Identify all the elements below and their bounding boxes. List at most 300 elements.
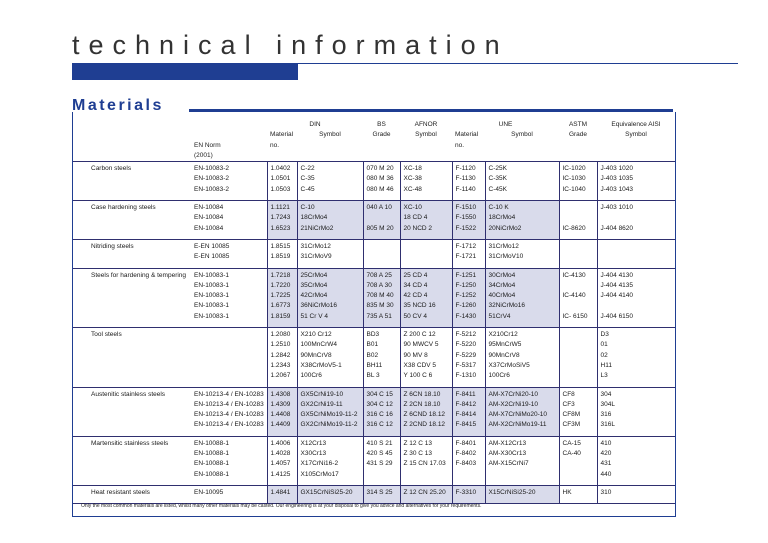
cell-line: EN-10083-1 — [194, 292, 230, 300]
cell-line: XC-48 — [403, 185, 422, 193]
astm-grade-cell — [559, 387, 597, 436]
cell-line — [563, 203, 594, 213]
cell-line: F-1250 — [455, 281, 477, 289]
cell-line: F-8414 — [455, 411, 477, 419]
une-symbol-cell — [485, 239, 559, 268]
material-group-name: Case hardening steels — [73, 201, 191, 240]
page-title: technical information — [72, 30, 509, 60]
cell-line: AM-X2CrNiMo19-11 — [488, 421, 547, 429]
cell-line: 18CrMo4 — [300, 214, 328, 222]
cell-line: C-45 — [300, 185, 315, 193]
cell-line: 50 CV 4 — [403, 312, 427, 320]
afnor-symbol-cell — [400, 162, 452, 201]
cell-line: F-5229 — [455, 351, 477, 359]
bs-grade-cell — [363, 162, 400, 201]
cell-line: GX15CrNiSi25-20 — [300, 488, 353, 496]
cell-line: X37CrMoSiV5 — [488, 361, 530, 369]
cell-line: 410 — [600, 439, 612, 447]
cell-line — [563, 470, 594, 480]
une-symbol-cell — [485, 436, 559, 485]
cell-line: EN-10083-1 — [194, 312, 230, 320]
cell-line: 02 — [600, 351, 608, 359]
cell-line — [563, 361, 594, 371]
cell-line: IC-4130 — [562, 271, 586, 279]
cell-line: C-35 — [300, 175, 315, 183]
aisi-symbol-cell — [597, 162, 675, 201]
din-symbol-cell — [297, 162, 363, 201]
cell-line: 304 C 12 — [366, 400, 393, 408]
aisi-symbol-cell — [597, 436, 675, 485]
cell-line — [367, 213, 397, 223]
cell-line: 070 M 20 — [366, 165, 394, 173]
cell-line: XC-18 — [403, 165, 422, 173]
bs-grade-cell — [363, 328, 400, 387]
cell-line: 34 CD 4 — [403, 281, 428, 289]
cell-line: 316L — [600, 421, 615, 429]
cell-line: X210 Cr12 — [300, 331, 332, 339]
afnor-symbol-cell — [400, 239, 452, 268]
cell-line: C-45K — [488, 185, 507, 193]
cell-line: EN-10083-1 — [194, 302, 230, 310]
cell-line — [489, 470, 556, 480]
afnor-symbol-cell — [400, 387, 452, 436]
cell-line: AM-X30Cr13 — [488, 450, 527, 458]
cell-line: J-403 1043 — [600, 185, 634, 193]
une-symbol-cell — [485, 201, 559, 240]
cell-line: F-1140 — [455, 185, 476, 193]
materials-table-body — [73, 162, 675, 504]
astm-grade-cell — [559, 201, 597, 240]
cell-line: IC-1020 — [562, 165, 586, 173]
din-symbol-cell — [297, 268, 363, 327]
cell-line: AM-X7CrNiMo20-10 — [488, 411, 548, 419]
cell-line: AM-X12Cr13 — [488, 439, 527, 447]
cell-line: F-8411 — [455, 390, 476, 398]
cell-line — [563, 281, 594, 291]
cell-line: 1.8515 — [270, 242, 291, 250]
cell-line: F-5220 — [455, 341, 477, 349]
cell-line: 1.4409 — [270, 421, 291, 429]
table-row — [73, 387, 675, 436]
section-title: Materials — [72, 97, 164, 114]
astm-grade-cell — [559, 162, 597, 201]
cell-line: X30Cr13 — [300, 450, 327, 458]
din-material-no-cell — [267, 201, 297, 240]
afnor-symbol-cell — [400, 268, 452, 327]
header-cell-aisi: Equivalence AISI Symbol — [611, 121, 661, 139]
cell-line: F-1510 — [455, 204, 477, 212]
cell-line: IC-1030 — [562, 175, 586, 183]
cell-line: Z 200 C 12 — [403, 331, 436, 339]
cell-line — [404, 242, 449, 252]
cell-line: 314 S 25 — [366, 488, 393, 496]
cell-line: AM-X2CrNi19-10 — [488, 400, 538, 408]
cell-line: F-1310 — [455, 372, 477, 380]
din-material-no-cell — [267, 328, 297, 387]
cell-line: 95MnCrW5 — [488, 341, 522, 349]
cell-line: C-10 — [300, 204, 315, 212]
materials-table-frame — [72, 112, 676, 517]
cell-line — [563, 371, 594, 381]
cell-line: GX2CrNi19-11 — [300, 400, 343, 408]
cell-line: EN-10213-4 / EN-10283 — [194, 390, 264, 398]
din-symbol-cell — [297, 239, 363, 268]
cell-line: F-1120 — [455, 165, 476, 173]
cell-line: AM-X7CrNi20-10 — [488, 390, 538, 398]
cell-line: F-3310 — [455, 488, 477, 496]
cell-line: F-8412 — [455, 400, 477, 408]
cell-line: EN-10213-4 / EN-10283 — [194, 400, 264, 408]
cell-line: CA-15 — [562, 439, 581, 447]
cell-line: E-EN 10085 — [194, 253, 230, 261]
cell-line: 18 CD 4 — [403, 214, 428, 222]
cell-line: Z 12 CN 25.20 — [403, 488, 446, 496]
cell-line: 20 NCD 2 — [403, 224, 433, 232]
cell-line: 316 C 16 — [366, 411, 393, 419]
header-cell-une: UNE Material no. Symbol — [455, 121, 533, 149]
cell-line: 21NiCrMo2 — [300, 224, 334, 232]
cell-line: 304L — [600, 400, 615, 408]
cell-line — [601, 301, 673, 311]
cell-line: BD3 — [366, 331, 380, 339]
cell-line: X105CrMo17 — [300, 470, 339, 478]
cell-line: Z 30 C 13 — [403, 450, 433, 458]
header-cell-en: EN Norm (2001) — [194, 141, 221, 159]
din-material-no-cell — [267, 485, 297, 503]
une-material-no-cell — [452, 387, 485, 436]
cell-line: 31CrMo12 — [488, 242, 519, 250]
din-symbol-cell — [297, 201, 363, 240]
en-norm-cell — [191, 268, 267, 327]
cell-line: Z 12 C 13 — [403, 439, 433, 447]
cell-line: 835 M 30 — [366, 302, 394, 310]
cell-line: EN-10084 — [194, 224, 224, 232]
cell-line: CF3 — [562, 400, 575, 408]
cell-line: 316 C 12 — [366, 421, 393, 429]
cell-line: 40CrMo4 — [488, 292, 516, 300]
cell-line — [404, 470, 449, 480]
cell-line: EN-10083-2 — [194, 165, 230, 173]
cell-line — [563, 351, 594, 361]
cell-line — [194, 371, 264, 381]
en-norm-cell — [191, 485, 267, 503]
cell-line: 35 NCD 16 — [403, 302, 436, 310]
table-header-row — [73, 112, 675, 162]
cell-line: 1.2067 — [270, 372, 291, 380]
afnor-symbol-cell — [400, 436, 452, 485]
cell-line: Y 100 C 6 — [403, 372, 433, 380]
cell-line: 42CrMo4 — [300, 292, 328, 300]
cell-line — [194, 330, 264, 340]
material-group-name: Nitriding steels — [73, 239, 191, 268]
une-material-no-cell — [452, 239, 485, 268]
cell-line: 51CrV4 — [488, 312, 511, 320]
cell-line: 90 MV 8 — [403, 351, 428, 359]
cell-line: 36NiCrMo16 — [300, 302, 337, 310]
cell-line: 1.4841 — [270, 488, 291, 496]
cell-line: X15CrNiSi25-20 — [488, 488, 536, 496]
cell-line: IC-1040 — [562, 185, 586, 193]
din-material-no-cell — [267, 268, 297, 327]
cell-line: IC-4140 — [562, 292, 586, 300]
cell-line: 1.7225 — [270, 292, 291, 300]
cell-line: 30CrMo4 — [488, 271, 516, 279]
cell-line: B02 — [366, 351, 379, 359]
cell-line: 100Cr6 — [488, 372, 510, 380]
cell-line: 1.4308 — [270, 390, 291, 398]
cell-line: Z 6CN 18.10 — [403, 390, 441, 398]
cell-line: GX5CrNiMo19-11-2 — [300, 411, 358, 419]
afnor-symbol-cell — [400, 328, 452, 387]
cell-line: 1.7220 — [270, 281, 291, 289]
cell-line: 310 — [600, 488, 612, 496]
cell-line: 1.2080 — [270, 331, 291, 339]
cell-line: IC- 6150 — [562, 312, 588, 320]
en-norm-cell — [191, 436, 267, 485]
cell-line: EN-10088-1 — [194, 470, 230, 478]
header-cell-bs: BS Grade — [372, 121, 391, 139]
cell-line: 431 — [600, 460, 612, 468]
cell-line: CA-40 — [562, 450, 581, 458]
cell-line: 1.1121 — [270, 204, 290, 212]
cell-line — [601, 213, 673, 223]
cell-line: 18CrMo4 — [488, 214, 516, 222]
cell-line: 1.2343 — [270, 361, 291, 369]
din-symbol-cell — [297, 436, 363, 485]
cell-line: EN-10088-1 — [194, 450, 230, 458]
cell-line: 1.7243 — [270, 214, 291, 222]
cell-line: 431 S 29 — [366, 460, 393, 468]
cell-line: Z 2CN 18.10 — [403, 400, 441, 408]
cell-line: EN-10088-1 — [194, 460, 230, 468]
aisi-symbol-cell — [597, 387, 675, 436]
cell-line: C-25K — [488, 165, 507, 173]
cell-line — [601, 242, 673, 252]
une-symbol-cell — [485, 268, 559, 327]
aisi-symbol-cell — [597, 485, 675, 503]
cell-line: XC-10 — [403, 204, 422, 212]
cell-line: X210Cr12 — [488, 331, 518, 339]
cell-line: F-1252 — [455, 292, 477, 300]
bs-grade-cell — [363, 239, 400, 268]
cell-line — [456, 470, 482, 480]
material-group-name: Steels for hardening & tempering — [73, 268, 191, 327]
cell-line: EN-10088-1 — [194, 439, 230, 447]
cell-line: 31CrMoV9 — [300, 253, 332, 261]
cell-line: 1.2842 — [270, 351, 291, 359]
cell-line: F-1522 — [455, 224, 477, 232]
une-symbol-cell — [485, 328, 559, 387]
cell-line: J-403 1035 — [600, 175, 634, 183]
cell-line: F-8403 — [455, 460, 477, 468]
table-row — [73, 201, 675, 240]
cell-line: X38 CDV 5 — [403, 361, 437, 369]
cell-line: 1.0503 — [270, 185, 291, 193]
une-material-no-cell — [452, 328, 485, 387]
cell-line: B01 — [366, 341, 379, 349]
cell-line: 316 — [600, 411, 612, 419]
bs-grade-cell — [363, 485, 400, 503]
cell-line: J-403 1010 — [600, 204, 634, 212]
cell-line: F-8402 — [455, 450, 477, 458]
din-material-no-cell — [267, 239, 297, 268]
cell-line: 410 S 21 — [366, 439, 393, 447]
din-symbol-cell — [297, 387, 363, 436]
cell-line: BL 3 — [366, 372, 380, 380]
afnor-symbol-cell — [400, 201, 452, 240]
footnote: Only the most common materials are listed, whilst many other materials may be casted. Our engineering is at your disposal to give you advice and alternatives for your requirements. — [81, 503, 482, 509]
une-material-no-cell — [452, 485, 485, 503]
title-accent-bar — [72, 64, 298, 80]
table-row — [73, 328, 675, 387]
cell-line: 304 — [600, 390, 612, 398]
cell-line: 1.4006 — [270, 439, 291, 447]
cell-line: IC-8620 — [562, 224, 586, 232]
cell-line: C-35K — [488, 175, 507, 183]
cell-line: F-8401 — [455, 439, 477, 447]
material-group-name: Martensitic stainless steels — [73, 436, 191, 485]
cell-line — [194, 340, 264, 350]
materials-table — [73, 112, 675, 504]
table-row — [73, 268, 675, 327]
cell-line: D3 — [600, 331, 609, 339]
cell-line: F-8415 — [455, 421, 477, 429]
cell-line: F-1430 — [455, 312, 477, 320]
cell-line: Z 2CND 18.12 — [403, 421, 446, 429]
cell-line: EN-10084 — [194, 214, 224, 222]
cell-line: 31CrMo12 — [300, 242, 331, 250]
cell-line: F-1260 — [455, 302, 477, 310]
cell-line: EN-10084 — [194, 204, 224, 212]
cell-line: F-5317 — [455, 361, 477, 369]
en-norm-cell — [191, 387, 267, 436]
aisi-symbol-cell — [597, 239, 675, 268]
cell-line: 01 — [600, 341, 608, 349]
astm-grade-cell — [559, 436, 597, 485]
cell-line: XC-38 — [403, 175, 422, 183]
cell-line — [367, 470, 397, 480]
cell-line: 440 — [600, 470, 612, 478]
cell-line: 1.4408 — [270, 411, 291, 419]
header-cell-material — [73, 112, 191, 162]
cell-line: 1.2510 — [270, 341, 291, 349]
din-material-no-cell — [267, 387, 297, 436]
cell-line: 1.4309 — [270, 400, 291, 408]
cell-line: 34CrMo4 — [488, 281, 516, 289]
cell-line: 1.6773 — [270, 302, 291, 310]
cell-line: 20NiCrMo2 — [488, 224, 522, 232]
cell-line: BH11 — [366, 361, 383, 369]
cell-line — [563, 459, 594, 469]
cell-line: J-404 4140 — [600, 292, 634, 300]
en-norm-cell — [191, 201, 267, 240]
cell-line: X12Cr13 — [300, 439, 327, 447]
cell-line: EN-10095 — [194, 488, 224, 496]
cell-line: C-22 — [300, 165, 315, 173]
cell-line: EN-10083-1 — [194, 281, 230, 289]
une-symbol-cell — [485, 162, 559, 201]
cell-line — [194, 351, 264, 361]
en-norm-cell — [191, 239, 267, 268]
cell-line: EN-10213-4 / EN-10283 — [194, 411, 264, 419]
cell-line: 90 MWCV 5 — [403, 341, 439, 349]
cell-line — [563, 242, 594, 252]
cell-line: F-1721 — [455, 253, 477, 261]
cell-line: J-404 8620 — [600, 224, 634, 232]
cell-line: J-403 1020 — [600, 165, 634, 173]
cell-line: J-404 4130 — [600, 271, 634, 279]
cell-line: 25CrMo4 — [300, 271, 328, 279]
cell-line: EN-10213-4 / EN-10283 — [194, 421, 264, 429]
cell-line: 735 A 51 — [366, 312, 392, 320]
une-symbol-cell — [485, 485, 559, 503]
cell-line: 90MnCrV8 — [300, 351, 332, 359]
cell-line: 708 A 25 — [366, 271, 392, 279]
astm-grade-cell — [559, 328, 597, 387]
cell-line: 31CrMoV10 — [488, 253, 524, 261]
cell-line: F-1130 — [455, 175, 476, 183]
material-group-name: Austenitic stainless steels — [73, 387, 191, 436]
cell-line: 1.8519 — [270, 253, 291, 261]
material-group-name: Tool steels — [73, 328, 191, 387]
une-material-no-cell — [452, 436, 485, 485]
cell-line: J-404 4135 — [600, 281, 634, 289]
cell-line — [367, 252, 397, 262]
aisi-symbol-cell — [597, 328, 675, 387]
cell-line: 1.4057 — [270, 460, 291, 468]
afnor-symbol-cell — [400, 485, 452, 503]
une-symbol-cell — [485, 387, 559, 436]
cell-line: EN-10083-2 — [194, 185, 230, 193]
cell-line: GX2CrNiMo19-11-2 — [300, 421, 358, 429]
bs-grade-cell — [363, 436, 400, 485]
cell-line: 100Cr6 — [300, 372, 322, 380]
cell-line: Z 6CND 18.12 — [403, 411, 446, 419]
table-row — [73, 436, 675, 485]
cell-line: 42 CD 4 — [403, 292, 428, 300]
cell-line: 100MnCrW4 — [300, 341, 337, 349]
cell-line: 1.6523 — [270, 224, 291, 232]
cell-line: F-1712 — [455, 242, 477, 250]
cell-line — [563, 301, 594, 311]
cell-line — [367, 242, 397, 252]
bs-grade-cell — [363, 268, 400, 327]
cell-line: 080 M 46 — [366, 185, 394, 193]
table-row — [73, 485, 675, 503]
cell-line: 1.7218 — [270, 271, 291, 279]
din-symbol-cell — [297, 328, 363, 387]
en-norm-cell — [191, 162, 267, 201]
din-material-no-cell — [267, 162, 297, 201]
cell-line: F-1550 — [455, 214, 477, 222]
astm-grade-cell — [559, 268, 597, 327]
cell-line: 304 C 15 — [366, 390, 393, 398]
header-cell-afnor: AFNOR Symbol — [414, 121, 438, 139]
cell-line: 1.0501 — [270, 175, 291, 183]
aisi-symbol-cell — [597, 201, 675, 240]
cell-line: EN-10083-1 — [194, 271, 230, 279]
cell-line: 1.8159 — [270, 312, 291, 320]
cell-line: EN-10083-2 — [194, 175, 230, 183]
cell-line: 25 CD 4 — [403, 271, 428, 279]
astm-grade-cell — [559, 239, 597, 268]
cell-line: 1.4028 — [270, 450, 291, 458]
cell-line: F-1251 — [455, 271, 477, 279]
cell-line: 420 S 45 — [366, 450, 393, 458]
cell-line — [563, 330, 594, 340]
table-row — [73, 162, 675, 201]
material-group-name: Carbon steels — [73, 162, 191, 201]
